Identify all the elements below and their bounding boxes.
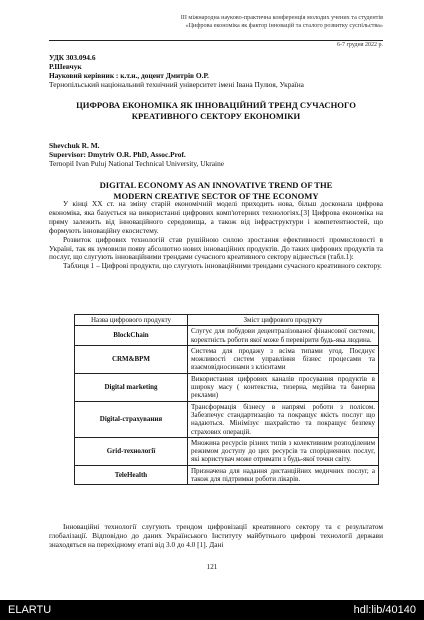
udc-code: УДК 303.094.6 (49, 53, 96, 62)
en-university: Ternopil Ivan Puluj National Technical University, Ukraine (49, 159, 225, 168)
product-description: Система для продажу з всіма типами угод. Поєднує можливості систем управління бізнес процесами та взаємовідносинами з клієнтами (188, 345, 379, 373)
ua-title: ЦИФРОВА ЕКОНОМІКА ЯК ІННОВАЦІЙНИЙ ТРЕНД СУЧАСНОГО КРЕАТИВНОГО СЕКТОРУ ЕКОНОМІКИ (76, 100, 356, 121)
paragraph-4: Інноваційні технології слугують трендом цифровізації креативного сектору та є результатом глобалізації. Відповідно до даних Українського Інституту майбутнього цифрові технології держави знаходяться на перехідному етапі від 3.0 до 4.0 [1]. Дані (49, 522, 383, 549)
ua-supervisor: Науковий керівник : к.т.н., доцент Дмитрів О.Р. (49, 71, 209, 80)
ua-university: Тернопільський національний технічний університет імені Івана Пулюя, Україна (49, 80, 304, 89)
conference-date: 6-7 грудня 2022 р. (336, 42, 383, 48)
paragraph-1: У кінці XX ст. на зміну старій економічній моделі приходить нова, більш досконала цифрова економіка, яка базується на використанні цифрових комп'ютерних технологіях.[3] Цифрова економіка на пряму залежить від інноваційного середовища, а також від інфраструктури і компетентностей, що формують інноваційну екосистему. (49, 199, 383, 235)
table-row (75, 437, 379, 465)
en-author: Shevchuk R. M. (49, 141, 100, 150)
product-name: Grid-технології (75, 437, 188, 465)
table-row (75, 373, 379, 401)
table-row (75, 401, 379, 437)
product-name: Digital-страхування (75, 401, 188, 437)
product-name: CRM&BPM (75, 345, 188, 373)
product-description: Множина ресурсів різних типів з колективним розподіленим режимом доступу до цих ресурсів та спорідненних послуг, які користувач може отримати з будь-якої точки світу. (188, 437, 379, 465)
table-row (75, 345, 379, 373)
table-caption: Таблиця 1 – Цифрові продукти, що слугують інноваційними трендами сучасного креативного сектору. (63, 261, 382, 271)
table-row (75, 326, 379, 346)
product-description: Використання цифрових каналів просування продуктів в широку масу ( контекстна, тизерна, медійна та банерна реклами) (188, 373, 379, 401)
column-header-content: Зміст цифрового продукту (188, 315, 379, 326)
header-divider (49, 40, 383, 41)
product-name: TeleHealth (75, 465, 188, 485)
en-title: DIGITAL ECONOMY AS AN INNOVATIVE TREND OF THE MODERN CREATIVE SECTOR OF THE ECONOMY (99, 180, 333, 201)
conference-header-line2: «Цифрова економіка як фактор інновацій та сталого розвитку суспільства» (185, 21, 383, 29)
paragraph-2: Розвиток цифрових технологій став рушійною силою зростання ефективності промисловості в Україні, так як зумовили появу абсолютно нових інноваційних продуктів. До таких цифрових продуктів та послуг, що слугують інноваційними трендами сучасного креативного сектору віднесться (табл.1): (49, 234, 383, 262)
ua-meta (49, 53, 383, 89)
closing-text (49, 523, 383, 550)
digital-products-table (74, 314, 379, 485)
repository-name: ELARTU (8, 604, 52, 616)
body-text (49, 200, 383, 271)
product-name: Digital marketing (75, 373, 188, 401)
product-name: BlockChain (75, 326, 188, 346)
product-description: Трансформація бізнесу в напрямі роботи з полісом. Забезпечує стандартизацію та покращує якість послуг що надаються. Мінімізує шахрайство та покращує безпеку страхових операцій. (188, 401, 379, 437)
product-description: Слугує для побудови децентралізованої фінансової системи, коректність роботи якої може б перевірити будь-яка людина. (188, 326, 379, 346)
ua-author: Р.Шевчук (49, 62, 82, 71)
page-number: 121 (206, 563, 218, 571)
en-supervisor: Supervisor: Dmytriv O.R. PhD, Assoc.Prof. (49, 150, 186, 159)
repository-footer-bar (0, 600, 424, 620)
column-header-name: Назва цифрового продукту (75, 315, 188, 326)
table-row (75, 465, 379, 485)
handle-identifier: hdl:lib/40140 (353, 604, 416, 616)
en-meta (49, 141, 383, 168)
product-description: Призначена для надання дистанційних медичних послуг, а також для підтримки роботи лікарів. (188, 465, 379, 485)
table-header-row (75, 315, 379, 326)
conference-header-line1: ІІІ міжнародна науково-практична конференція молодих учених та студентів (180, 14, 383, 21)
conference-header (123, 14, 383, 29)
